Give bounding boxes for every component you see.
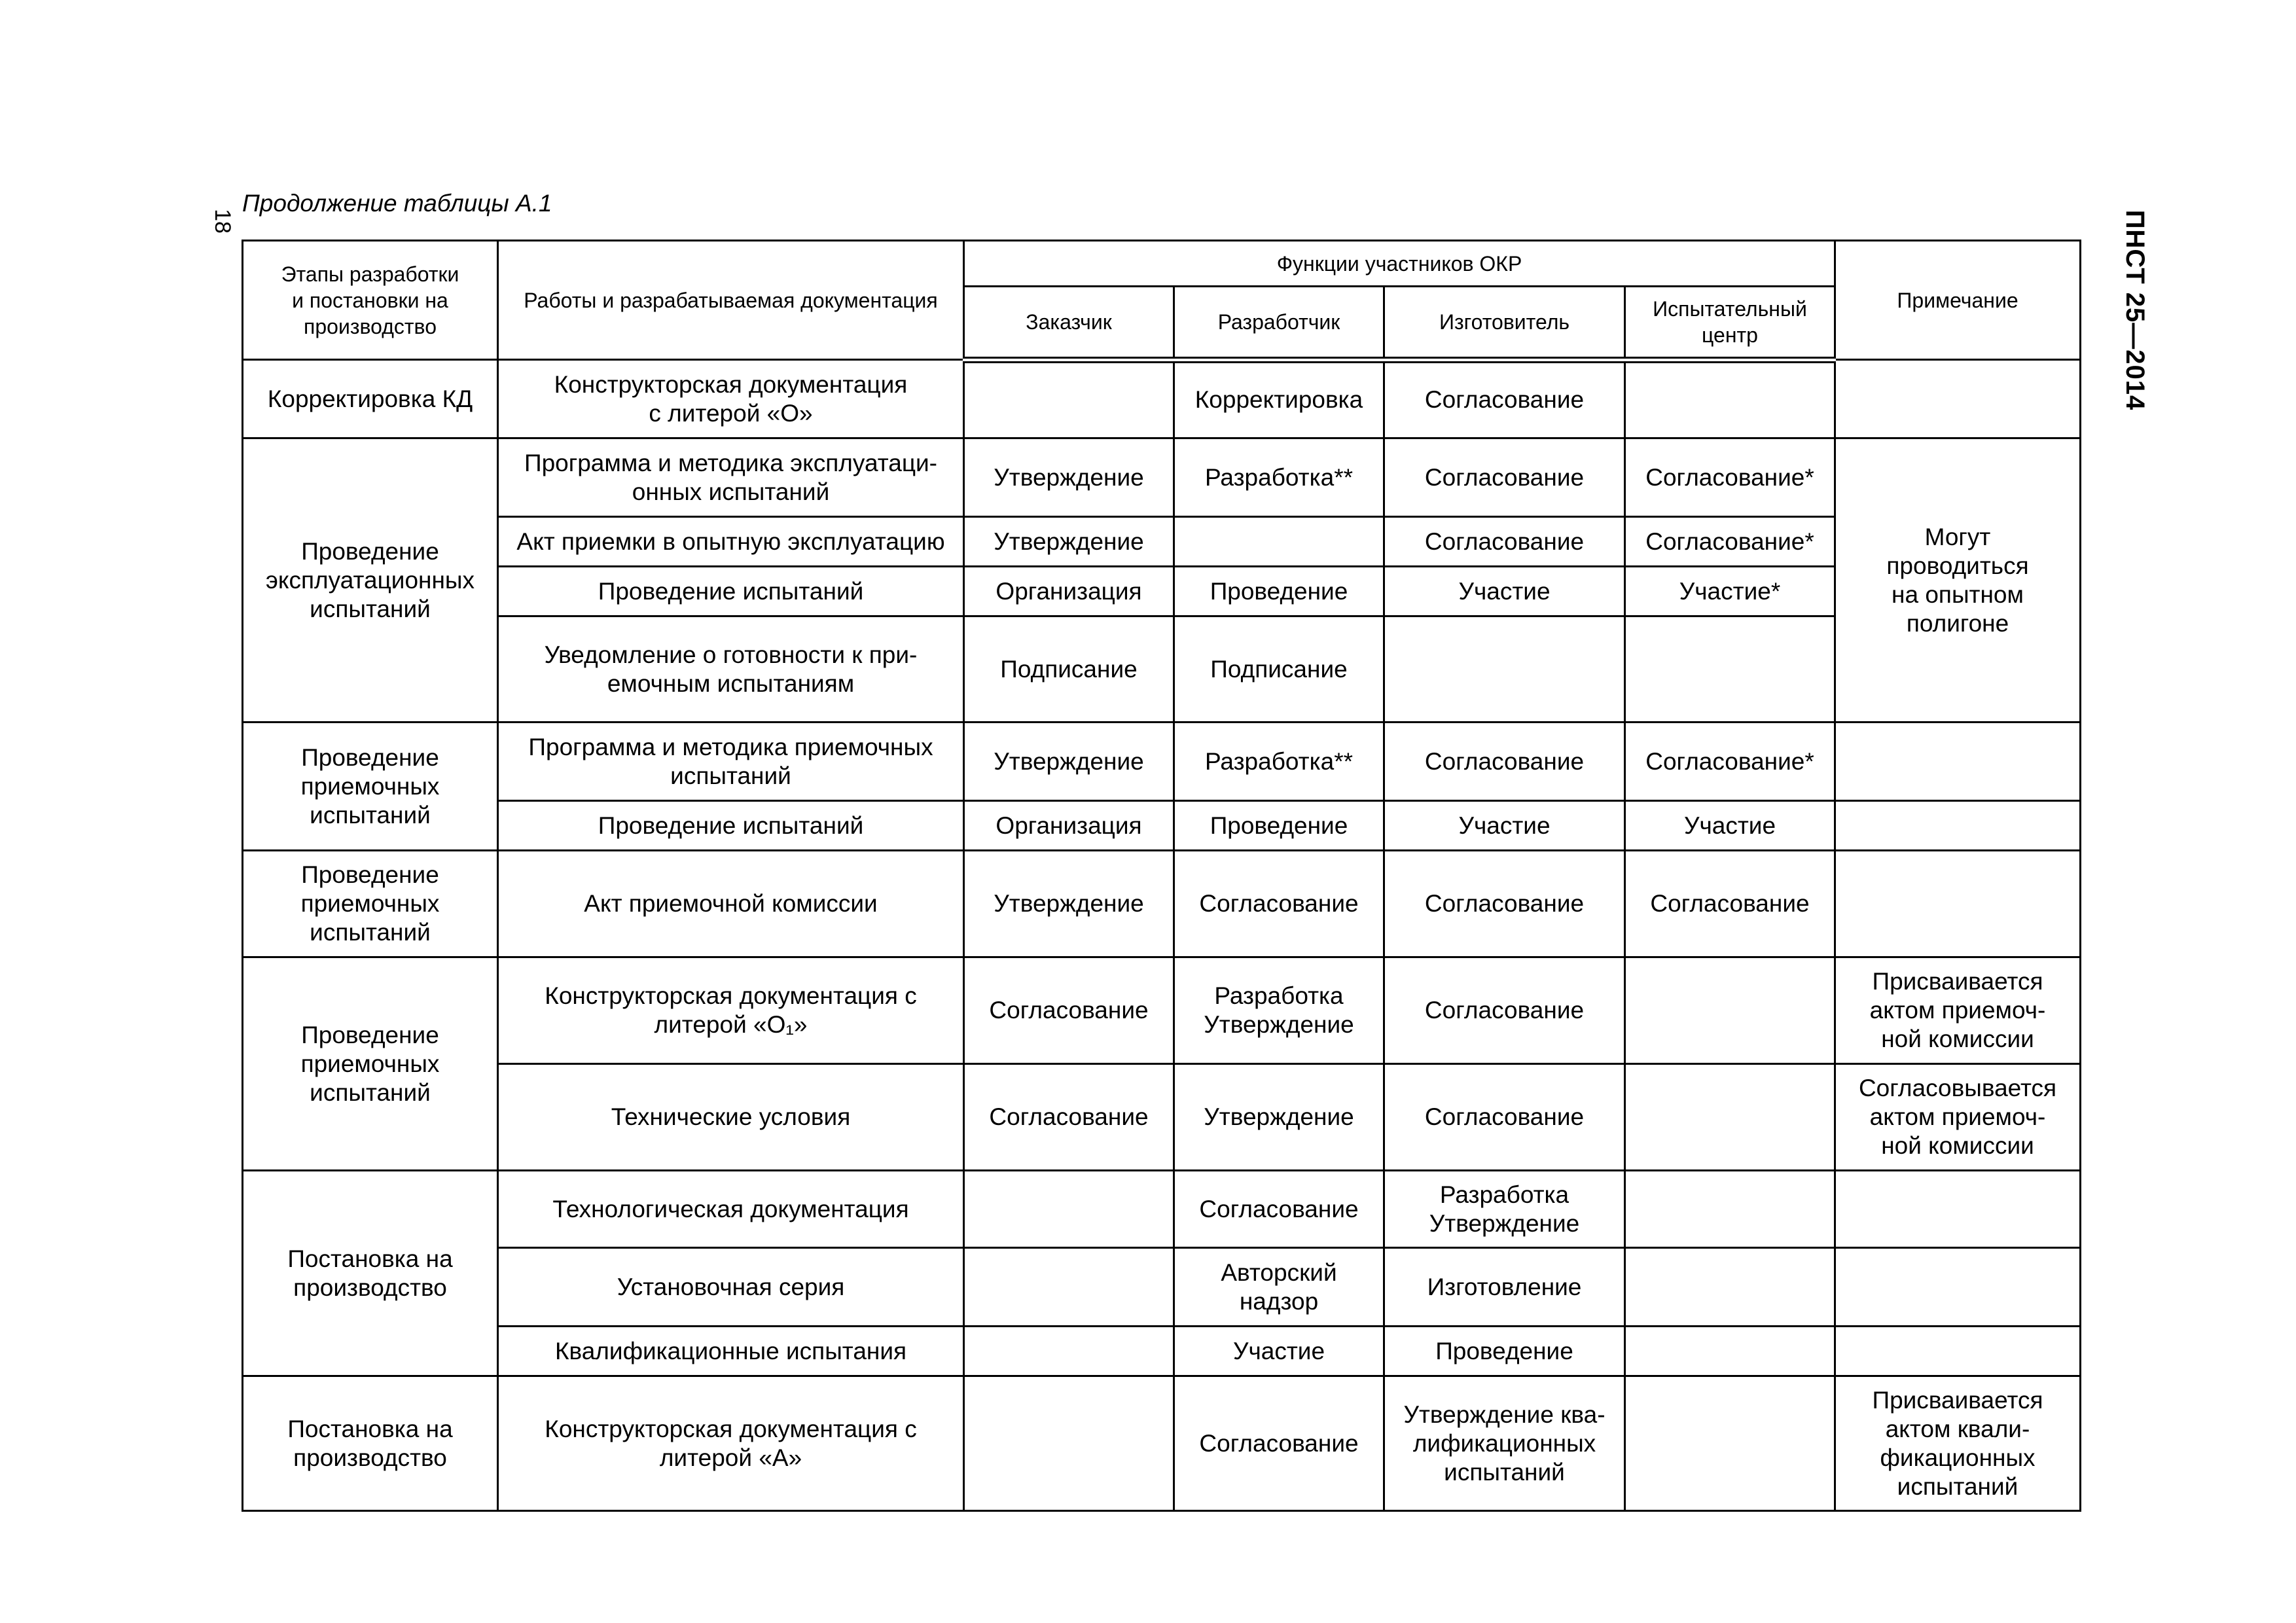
work-cell: Программа и методика эксплуатаци- онных испытаний — [498, 438, 964, 517]
note-cell: Могут проводиться на опытном полигоне — [1835, 438, 2081, 722]
table-row — [243, 801, 2081, 851]
work-cell: Программа и методика приемочных испытаний — [498, 722, 964, 801]
table-caption: Продолжение таблицы А.1 — [242, 190, 552, 217]
manufacturer-cell: Согласование — [1384, 722, 1625, 801]
manufacturer-cell: Изготовление — [1384, 1248, 1625, 1327]
header-note: Примечание — [1835, 241, 2081, 360]
test-center-cell — [1625, 1376, 1835, 1511]
table-row — [243, 438, 2081, 517]
developer-cell: Согласование — [1174, 1171, 1384, 1248]
table-row — [243, 957, 2081, 1064]
developer-cell: Корректировка — [1174, 360, 1384, 438]
customer-cell — [964, 1171, 1174, 1248]
test-center-cell — [1625, 616, 1835, 722]
customer-cell: Организация — [964, 801, 1174, 851]
work-cell: Технологическая документация — [498, 1171, 964, 1248]
manufacturer-cell: Участие — [1384, 801, 1625, 851]
developer-cell: Проведение — [1174, 801, 1384, 851]
header-test-center: Испытательный центр — [1625, 287, 1835, 360]
stage-cell: Проведение эксплуатационных испытаний — [243, 438, 498, 722]
stage-cell: Корректировка КД — [243, 360, 498, 438]
customer-cell — [964, 1376, 1174, 1511]
note-cell: Присваивается актом квали- фикационных испытаний — [1835, 1376, 2081, 1511]
stage-cell: Проведение приемочных испытаний — [243, 957, 498, 1171]
note-cell: Присваивается актом приемоч- ной комиссии — [1835, 957, 2081, 1064]
work-cell: Технические условия — [498, 1064, 964, 1171]
manufacturer-cell: Согласование — [1384, 957, 1625, 1064]
developer-cell: Разработка Утверждение — [1174, 957, 1384, 1064]
work-cell: Конструкторская документация с литерой «О» — [498, 360, 964, 438]
table-row — [243, 360, 2081, 438]
customer-cell — [964, 360, 1174, 438]
note-cell — [1835, 1171, 2081, 1248]
work-cell: Установочная серия — [498, 1248, 964, 1327]
page-number: 18 — [210, 209, 235, 234]
customer-cell: Утверждение — [964, 517, 1174, 567]
customer-cell: Утверждение — [964, 851, 1174, 957]
test-center-cell — [1625, 360, 1835, 438]
test-center-cell — [1625, 1248, 1835, 1327]
customer-cell: Утверждение — [964, 438, 1174, 517]
table-row — [243, 1248, 2081, 1327]
table-row — [243, 1327, 2081, 1376]
table-row — [243, 1171, 2081, 1248]
manufacturer-cell: Согласование — [1384, 851, 1625, 957]
work-cell: Уведомление о готовности к при- емочным испытаниям — [498, 616, 964, 722]
manufacturer-cell: Согласование — [1384, 517, 1625, 567]
work-cell: Акт приемки в опытную эксплуатацию — [498, 517, 964, 567]
developer-cell — [1174, 517, 1384, 567]
customer-cell — [964, 1327, 1174, 1376]
work-cell: Квалификационные испытания — [498, 1327, 964, 1376]
work-cell: Проведение испытаний — [498, 567, 964, 616]
stage-cell: Постановка на производство — [243, 1171, 498, 1376]
stage-cell: Проведение приемочных испытаний — [243, 851, 498, 957]
work-cell: Конструкторская документация с литерой «А» — [498, 1376, 964, 1511]
developer-cell: Утверждение — [1174, 1064, 1384, 1171]
developer-cell: Разработка** — [1174, 438, 1384, 517]
customer-cell: Согласование — [964, 1064, 1174, 1171]
header-stages: Этапы разработки и постановки на производство — [243, 241, 498, 360]
manufacturer-cell: Проведение — [1384, 1327, 1625, 1376]
work-cell: Акт приемочной комиссии — [498, 851, 964, 957]
header-customer: Заказчик — [964, 287, 1174, 360]
work-cell: Конструкторская документация с литерой «О₁» — [498, 957, 964, 1064]
participants-functions-table — [242, 240, 2081, 1512]
header-functions: Функции участников ОКР — [964, 241, 1835, 287]
note-cell — [1835, 1248, 2081, 1327]
developer-cell: Авторский надзор — [1174, 1248, 1384, 1327]
customer-cell: Согласование — [964, 957, 1174, 1064]
document-code: ПНСТ 25—2014 — [2121, 209, 2149, 411]
developer-cell: Согласование — [1174, 1376, 1384, 1511]
note-cell — [1835, 851, 2081, 957]
note-cell: Согласовывается актом приемоч- ной комиссии — [1835, 1064, 2081, 1171]
manufacturer-cell: Участие — [1384, 567, 1625, 616]
test-center-cell: Участие* — [1625, 567, 1835, 616]
table-row — [243, 616, 2081, 722]
table-row — [243, 567, 2081, 616]
note-cell — [1835, 801, 2081, 851]
developer-cell: Проведение — [1174, 567, 1384, 616]
table-row — [243, 722, 2081, 801]
header-developer: Разработчик — [1174, 287, 1384, 360]
customer-cell: Подписание — [964, 616, 1174, 722]
manufacturer-cell — [1384, 616, 1625, 722]
note-cell — [1835, 1327, 2081, 1376]
manufacturer-cell: Согласование — [1384, 360, 1625, 438]
test-center-cell — [1625, 1327, 1835, 1376]
customer-cell: Организация — [964, 567, 1174, 616]
manufacturer-cell: Согласование — [1384, 438, 1625, 517]
customer-cell — [964, 1248, 1174, 1327]
stage-cell: Проведение приемочных испытаний — [243, 722, 498, 851]
table-row — [243, 851, 2081, 957]
note-cell — [1835, 360, 2081, 438]
manufacturer-cell: Согласование — [1384, 1064, 1625, 1171]
header-manufacturer: Изготовитель — [1384, 287, 1625, 360]
customer-cell: Утверждение — [964, 722, 1174, 801]
table-row — [243, 1064, 2081, 1171]
developer-cell: Подписание — [1174, 616, 1384, 722]
test-center-cell: Согласование* — [1625, 722, 1835, 801]
test-center-cell: Согласование* — [1625, 517, 1835, 567]
test-center-cell: Согласование — [1625, 851, 1835, 957]
manufacturer-cell: Утверждение ква- лификационных испытаний — [1384, 1376, 1625, 1511]
header-row-1 — [243, 241, 2081, 287]
developer-cell: Разработка** — [1174, 722, 1384, 801]
table-row — [243, 517, 2081, 567]
test-center-cell: Участие — [1625, 801, 1835, 851]
work-cell: Проведение испытаний — [498, 801, 964, 851]
manufacturer-cell: Разработка Утверждение — [1384, 1171, 1625, 1248]
test-center-cell — [1625, 1171, 1835, 1248]
note-cell — [1835, 722, 2081, 801]
table-row — [243, 1376, 2081, 1511]
test-center-cell: Согласование* — [1625, 438, 1835, 517]
test-center-cell — [1625, 957, 1835, 1064]
developer-cell: Участие — [1174, 1327, 1384, 1376]
test-center-cell — [1625, 1064, 1835, 1171]
stage-cell: Постановка на производство — [243, 1376, 498, 1511]
header-works: Работы и разрабатываемая документация — [498, 241, 964, 360]
developer-cell: Согласование — [1174, 851, 1384, 957]
